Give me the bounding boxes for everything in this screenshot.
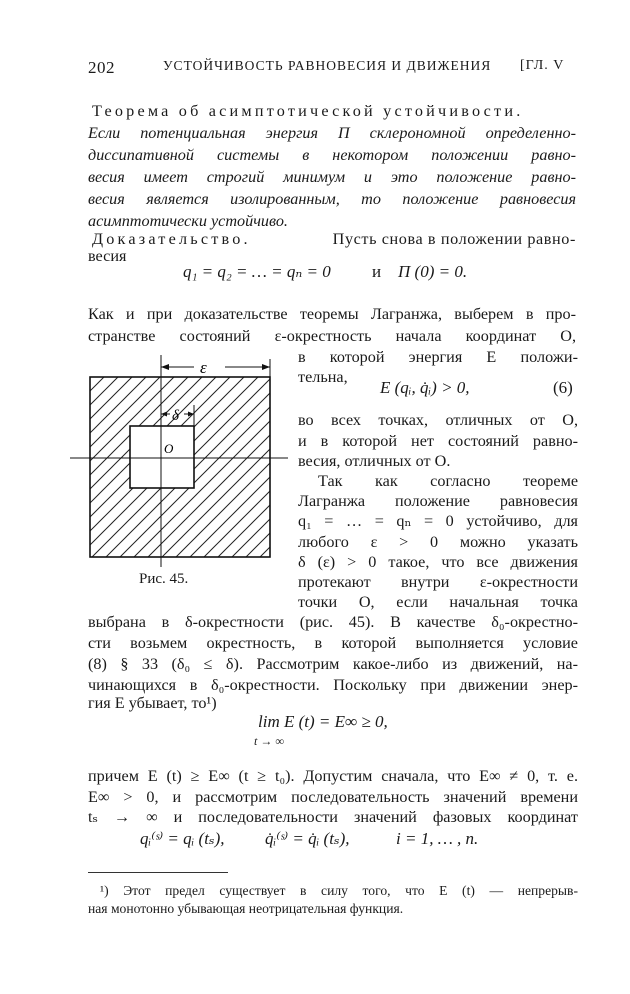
delta-neighborhood — [130, 426, 194, 488]
label-origin: O — [164, 441, 174, 456]
theorem-line-3: весия имеет строгий минимум и это положение равно- — [88, 168, 576, 186]
right-line-10: δ (ε) > 0 такое, что все движения — [298, 553, 578, 571]
right-line-3: во всех точках, отличных от O, — [298, 411, 578, 429]
full-line-6: причем E (t) ≥ E∞ (t ≥ t₀). Допустим сначала, что E∞ ≠ 0, т. е. — [88, 767, 578, 785]
right-line-1: в которой энергия E положи- — [298, 348, 578, 366]
footnote-line-2: ная монотонно убывающая неотрицательная функция. — [88, 901, 404, 916]
proof-second-line: весия — [88, 247, 127, 265]
proof-label: Доказательство. — [92, 230, 251, 248]
arrowhead-icon — [262, 364, 270, 370]
paragraph-line-1: Как и при доказательстве теоремы Лагранжа, выберем в про- — [88, 305, 576, 323]
figure-caption: Рис. 45. — [139, 571, 189, 587]
theorem-title: Теорема об асимптотической устойчивости. — [92, 102, 524, 120]
full-line-7: E∞ > 0, и рассмотрим последовательность значений времени — [88, 788, 578, 806]
arrowhead-icon — [161, 364, 169, 370]
full-line-8: tₛ → ∞ и последовательности значений фазовых координат — [88, 808, 578, 826]
equation-6: E (qᵢ, q̇ᵢ) > 0, — [380, 378, 470, 397]
right-line-8: q₁ = … = qₙ = 0 устойчиво, для — [298, 512, 578, 530]
theorem-line-2: диссипативной системы в некотором положении равно- — [88, 146, 576, 164]
equation-6-number: (6) — [553, 378, 573, 397]
running-title: УСТОЙЧИВОСТЬ РАВНОВЕСИЯ И ДВИЖЕНИЯ — [163, 58, 492, 73]
proof-first-line — [92, 229, 576, 249]
equation-limit: lim E (t) = E∞ ≥ 0, — [258, 712, 388, 731]
right-line-11: протекают внутри ε-окрестности — [298, 573, 578, 591]
theorem-line-1: Если потенциальная энергия П склерономной определенно- — [88, 124, 576, 142]
equation-and: и — [372, 262, 382, 281]
right-line-7: Лагранжа положение равновесия — [298, 492, 578, 510]
footnote-line-1: ¹) Этот предел существует в силу того, что E (t) — непрерыв- — [100, 883, 578, 898]
full-line-2: сти возьмем окрестность, в которой выполняется условие — [88, 634, 578, 652]
right-line-5: весия, отличных от O. — [298, 452, 451, 470]
theorem-line-4: весия является изолированным, то положение равновесия — [88, 190, 576, 208]
label-delta: δ — [172, 408, 179, 424]
full-line-1: выбрана в δ-окрестности (рис. 45). В качестве δ₀-окрестно- — [88, 613, 578, 631]
footnote-rule — [88, 872, 228, 873]
paragraph-line-2: странстве состояний ε-окрестность начала координат O, — [88, 327, 576, 345]
right-line-2: тельна, — [298, 368, 348, 386]
equation-potential-zero: П (0) = 0. — [398, 262, 468, 281]
full-line-4: чинающихся в δ₀-окрестности. Поскольку при движении энер- — [88, 676, 578, 694]
right-line-4: и в которой нет состояний равно- — [298, 432, 578, 450]
theorem-line-5: асимптотически устойчиво. — [88, 212, 288, 230]
chapter-marker: [ГЛ. V — [520, 58, 565, 73]
equation-sequence-qdot: q̇ᵢ⁽ˢ⁾ = q̇ᵢ (tₛ), — [265, 829, 350, 848]
proof-first-line-rest: Пусть снова в положении равно- — [332, 230, 576, 248]
full-line-5: гия E убывает, то¹) — [88, 694, 217, 712]
equation-index-range: i = 1, … , n. — [396, 829, 479, 848]
equation-equilibrium: q₁ = q₂ = … = qₙ = 0 — [183, 262, 331, 281]
figure-45 — [70, 355, 290, 570]
right-line-12: точки O, если начальная точка — [298, 593, 578, 611]
page-number: 202 — [88, 58, 115, 77]
equation-limit-subscript: t → ∞ — [254, 734, 284, 748]
right-line-9: любого ε > 0 можно указать — [298, 533, 578, 551]
right-line-6: Так как согласно теореме — [318, 472, 578, 490]
label-epsilon: ε — [200, 358, 207, 377]
full-line-3: (8) § 33 (δ₀ ≤ δ). Рассмотрим какое-либо из движений, на- — [88, 655, 578, 673]
equation-sequence-q: qᵢ⁽ˢ⁾ = qᵢ (tₛ), — [140, 829, 225, 848]
